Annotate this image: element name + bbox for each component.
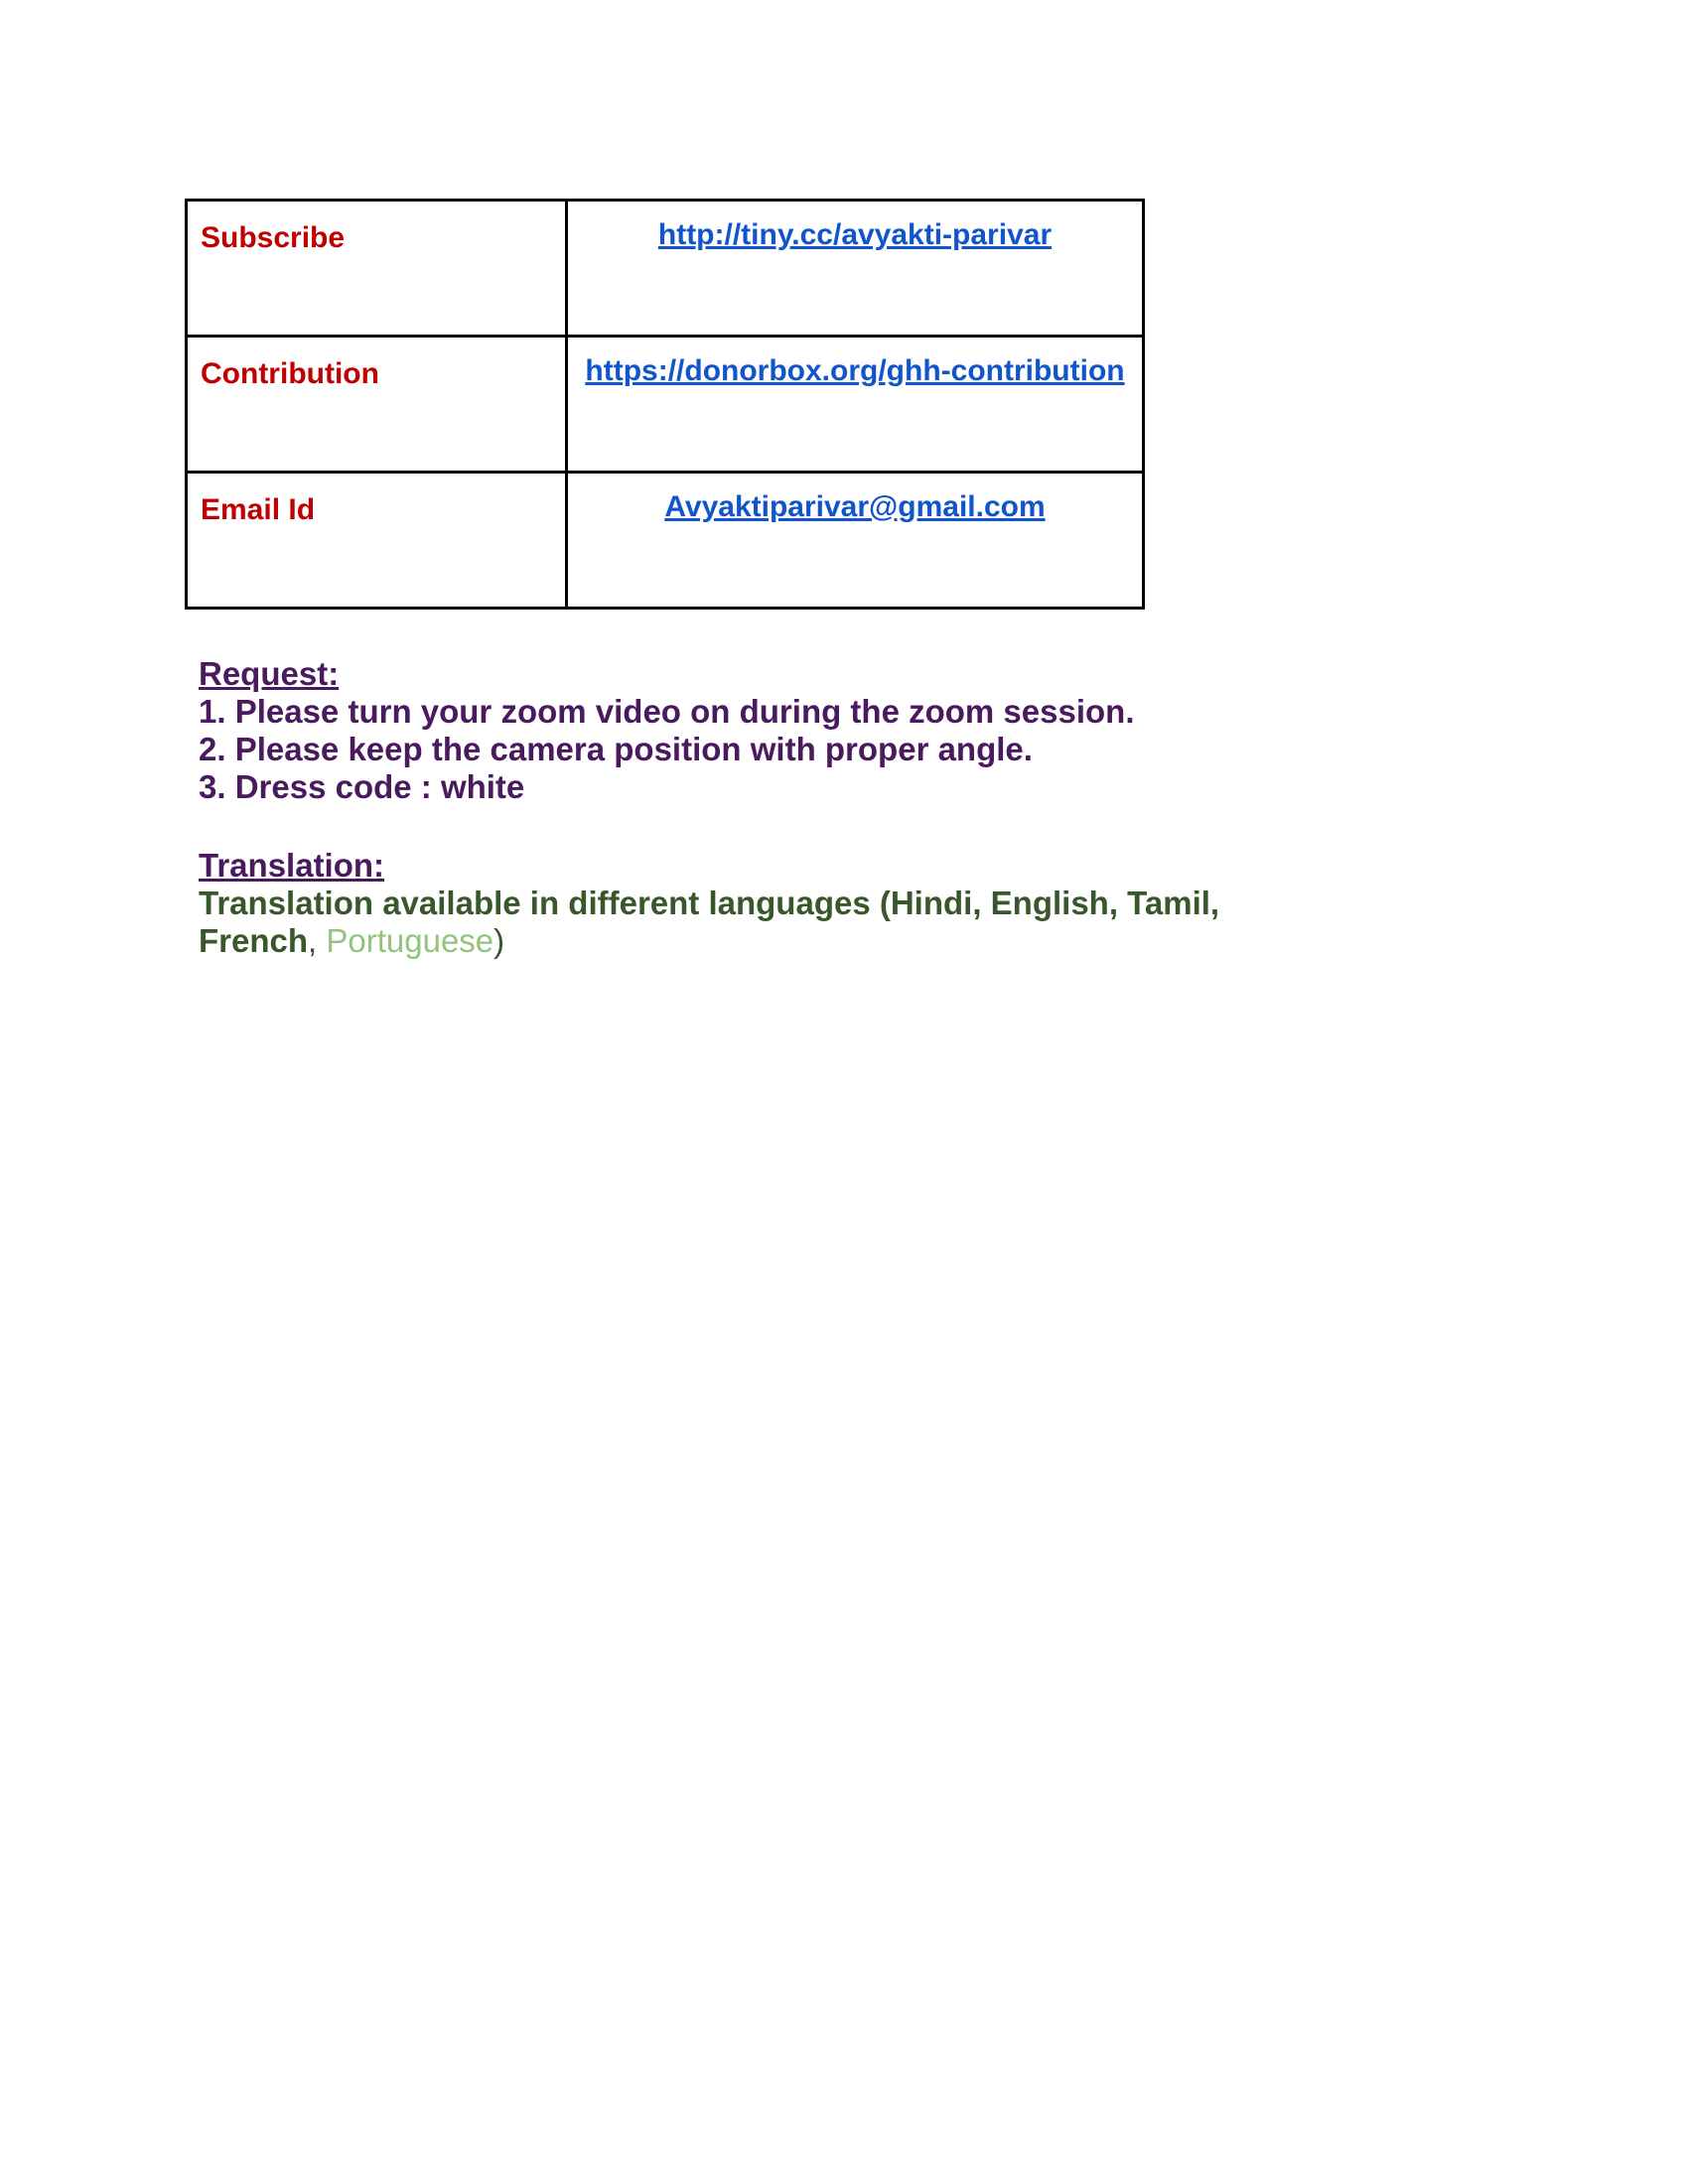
translation-section: [199, 847, 1219, 960]
value-cell: [567, 201, 1144, 337]
contribution-link[interactable]: https://donorbox.org/ghh-contribution: [585, 354, 1125, 387]
email-link[interactable]: Avyaktiparivar@gmail.com: [664, 490, 1046, 523]
translation-text-line2: [199, 922, 1219, 960]
translation-text: Translation available in different languages (Hindi, English, Tamil,: [199, 885, 1220, 921]
request-heading: Request:: [199, 655, 340, 692]
closing-paren: ): [493, 922, 505, 959]
table-row: [187, 473, 1144, 609]
separator-text: ,: [308, 922, 327, 959]
table-row: [187, 201, 1144, 337]
subscribe-label: Subscribe: [201, 221, 346, 254]
request-item: 3. Dress code : white: [199, 768, 525, 805]
links-table: [185, 199, 1145, 610]
request-item: 2. Please keep the camera position with proper angle.: [199, 731, 1033, 767]
email-label: Email Id: [201, 493, 316, 526]
value-cell: [567, 337, 1144, 473]
request-item: 1. Please turn your zoom video on during the zoom session.: [199, 693, 1135, 730]
value-cell: [567, 473, 1144, 609]
contribution-label: Contribution: [201, 357, 379, 390]
label-cell: [187, 473, 567, 609]
request-section: [199, 655, 1134, 806]
label-cell: [187, 337, 567, 473]
label-cell: [187, 201, 567, 337]
french-text: French: [199, 922, 309, 959]
translation-heading: Translation:: [199, 847, 385, 884]
table-row: [187, 337, 1144, 473]
portuguese-text: Portuguese: [326, 922, 494, 959]
subscribe-link[interactable]: http://tiny.cc/avyakti-parivar: [657, 218, 1053, 251]
